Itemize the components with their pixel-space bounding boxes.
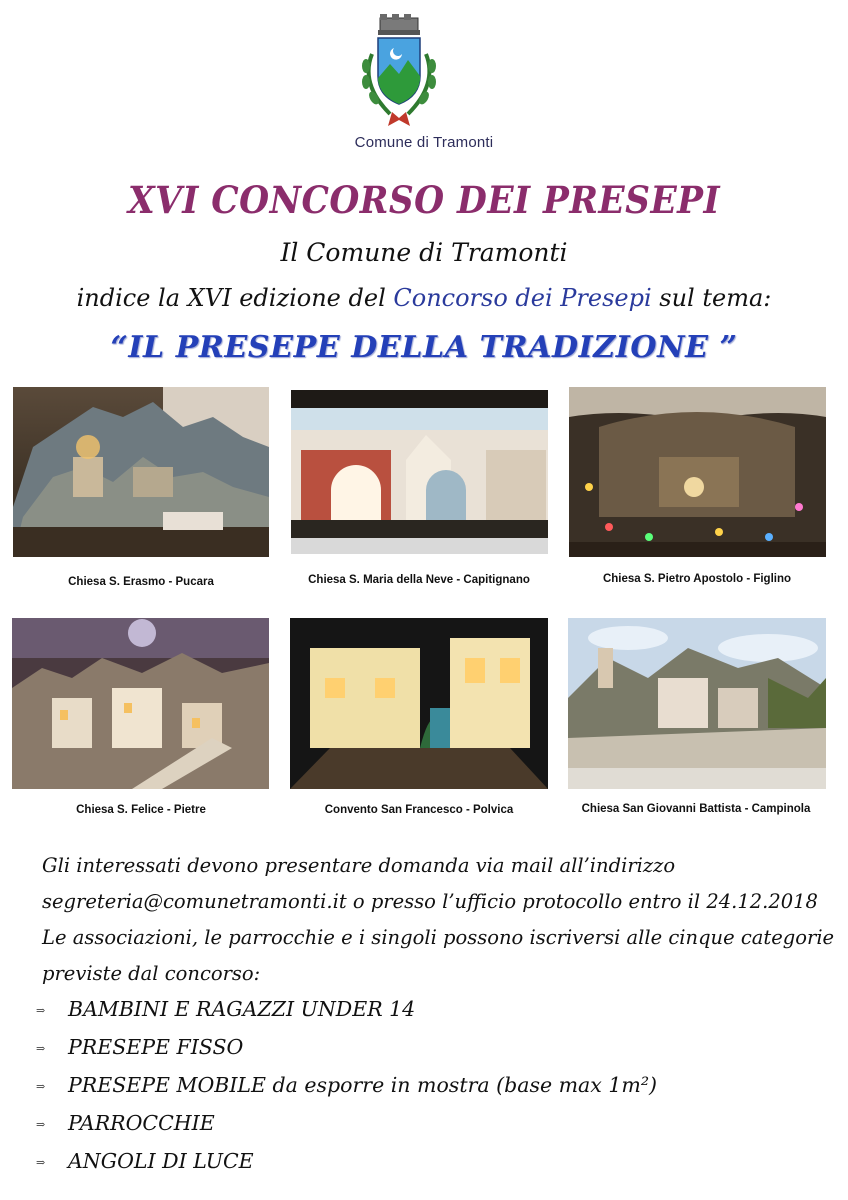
municipality-name: Comune di Tramonti xyxy=(354,134,494,151)
nativity-photo-maria-neve xyxy=(291,390,548,554)
arrow-right-icon: ⇒ xyxy=(36,1117,46,1131)
category-item xyxy=(36,1104,826,1142)
category-label: ANGOLI DI LUCE xyxy=(68,1149,254,1173)
category-label: PARROCCHIE xyxy=(68,1111,215,1135)
participation-instructions xyxy=(42,848,835,992)
nativity-photo-giovanni xyxy=(568,618,826,789)
subtitle-announcement-after: sul tema: xyxy=(651,284,772,312)
photo-caption-maria-neve: Chiesa S. Maria della Neve - Capitignano xyxy=(308,574,530,586)
arrow-right-icon: ⇒ xyxy=(36,1003,46,1017)
subtitle-organizer: Il Comune di Tramonti xyxy=(280,238,568,267)
category-item xyxy=(36,990,826,1028)
subtitle-announcement xyxy=(0,284,848,312)
nativity-photo-felice xyxy=(12,618,269,789)
category-label: BAMBINI E RAGAZZI UNDER 14 xyxy=(68,997,416,1021)
instructions-line-4: previste dal concorso: xyxy=(42,962,261,985)
photo-caption-francesco: Convento San Francesco - Polvica xyxy=(324,804,514,816)
category-item xyxy=(36,1066,826,1104)
arrow-right-icon: ⇒ xyxy=(36,1041,46,1055)
instructions-line-3: Le associazioni, le parrocchie e i singoli possono iscriversi alle cinque categorie xyxy=(42,926,835,949)
category-item xyxy=(36,1142,826,1180)
photo-caption-pietro: Chiesa S. Pietro Apostolo - Figlino xyxy=(602,573,792,585)
nativity-photo-erasmo xyxy=(13,387,269,557)
subtitle-announcement-before: indice la XVI edizione del xyxy=(76,284,394,312)
category-item xyxy=(36,1028,826,1066)
photo-caption-felice: Chiesa S. Felice - Pietre xyxy=(76,804,206,816)
contest-theme: “IL PRESEPE DELLA TRADIZIONE ” xyxy=(110,330,738,365)
arrow-right-icon: ⇒ xyxy=(36,1155,46,1169)
arrow-right-icon: ⇒ xyxy=(36,1079,46,1093)
category-label: PRESEPE MOBILE da esporre in mostra (base max 1m²) xyxy=(68,1073,658,1097)
coat-of-arms-icon xyxy=(354,14,444,130)
instructions-line-1: Gli interessati devono presentare domanda via mail all’indirizzo xyxy=(42,854,676,877)
subtitle-announcement-highlight: Concorso dei Presepi xyxy=(393,284,652,312)
coat-of-arms-logo xyxy=(354,14,444,130)
photo-caption-giovanni: Chiesa San Giovanni Battista - Campinola xyxy=(581,803,811,815)
poster-title: XVI CONCORSO DEI PRESEPI xyxy=(127,178,721,222)
nativity-photo-pietro xyxy=(569,387,826,557)
category-label: PRESEPE FISSO xyxy=(68,1035,244,1059)
instructions-line-2: segreteria@comunetramonti.it o presso l’ufficio protocollo entro il 24.12.2018 xyxy=(42,890,818,913)
category-list xyxy=(36,990,826,1180)
photo-caption-erasmo: Chiesa S. Erasmo - Pucara xyxy=(68,576,214,588)
nativity-photo-francesco xyxy=(290,618,548,789)
